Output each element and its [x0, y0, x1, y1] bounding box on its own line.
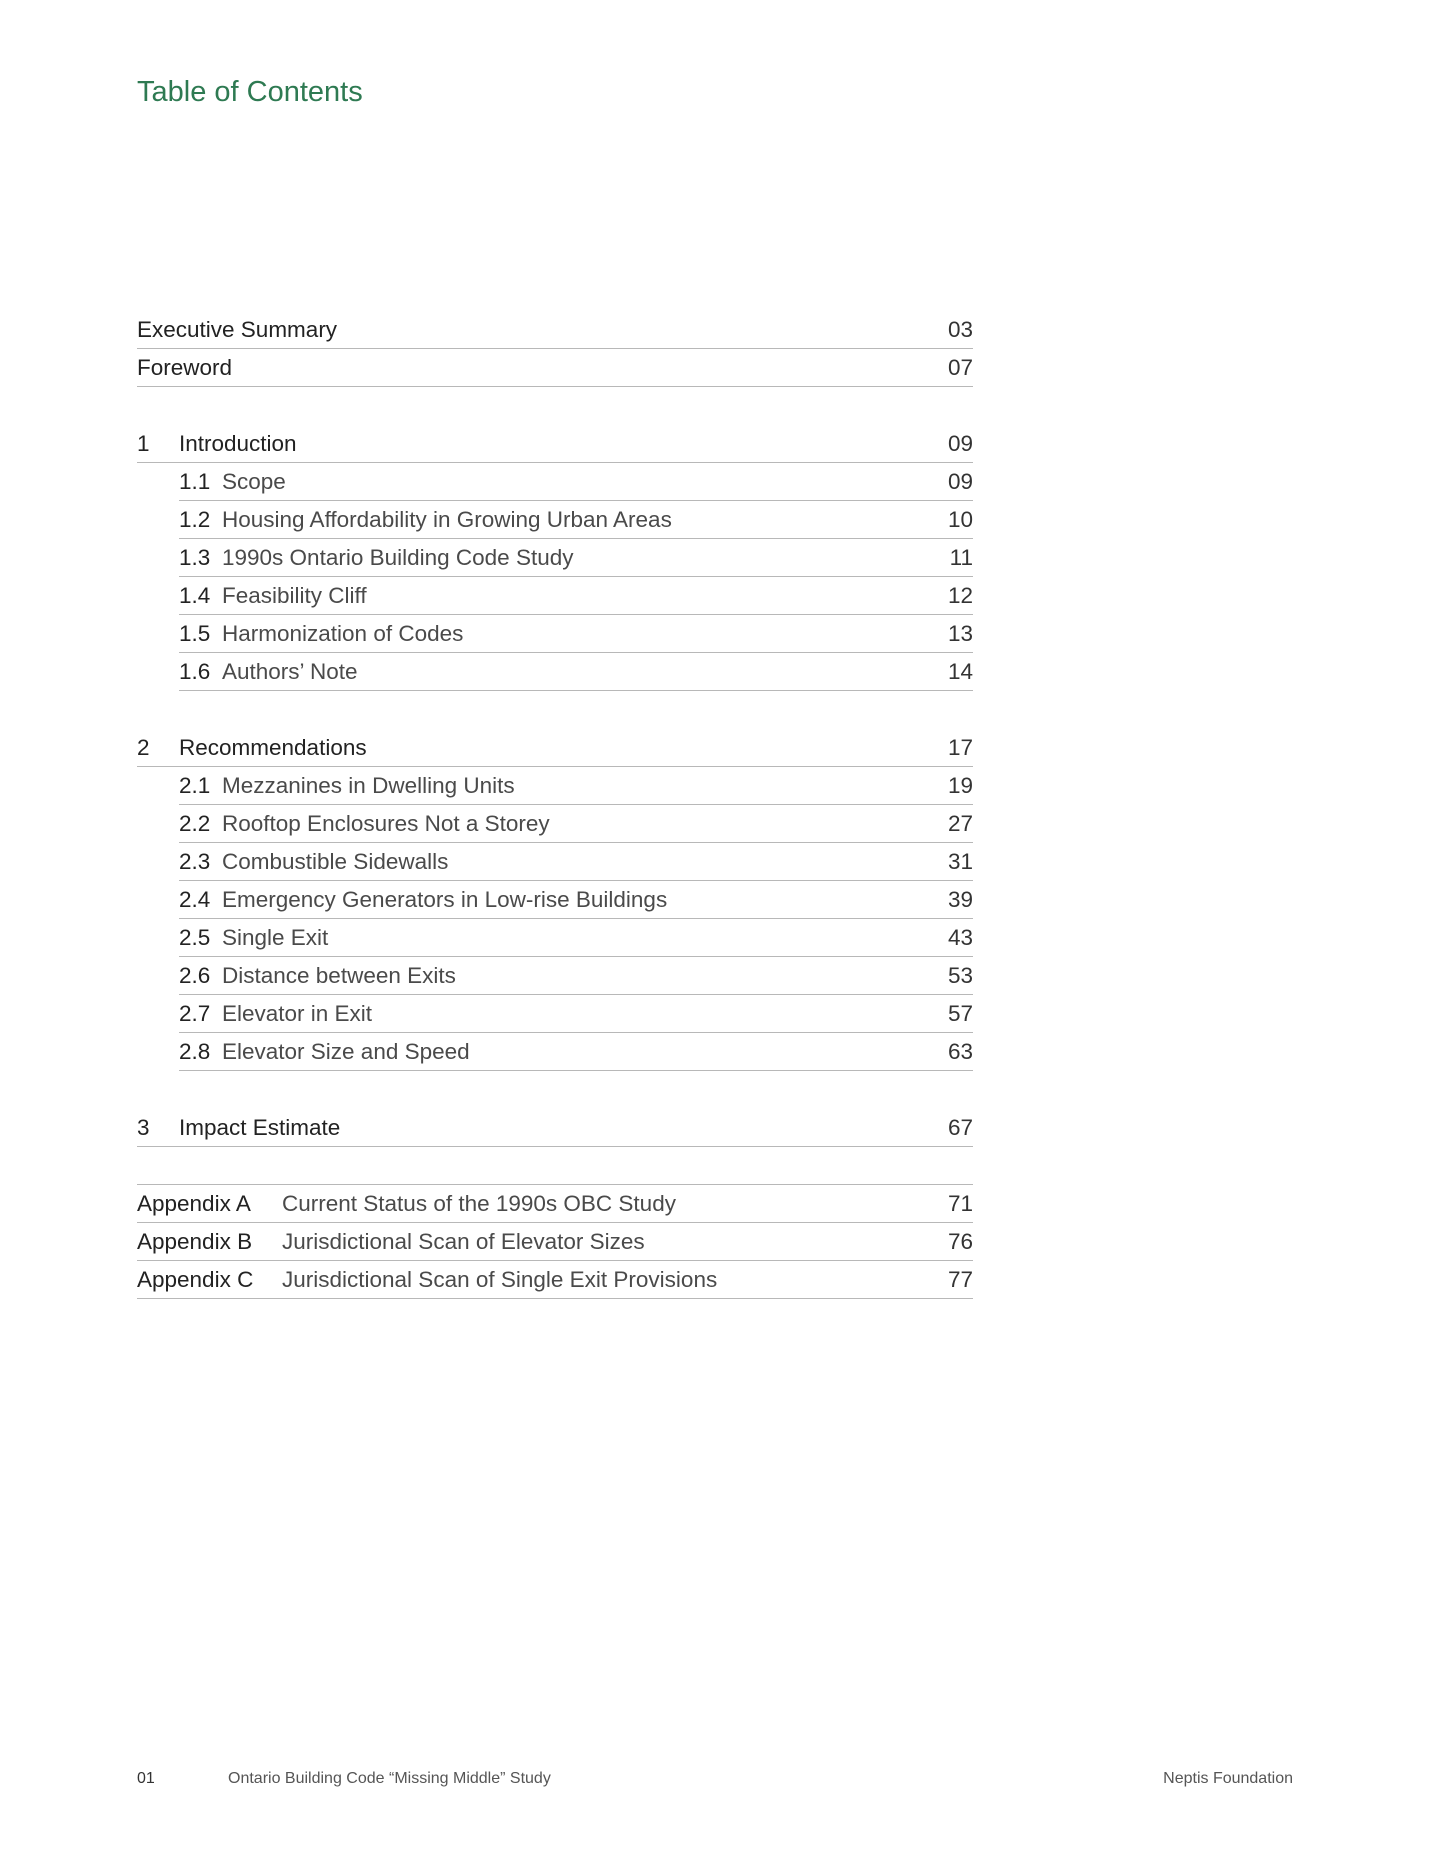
subsection-page: 11 [949, 545, 973, 570]
section-label: Introduction [179, 431, 297, 456]
toc-entry-label: Foreword [137, 355, 233, 380]
toc-section-introduction[interactable] [137, 425, 973, 463]
subsection-page: 10 [947, 507, 973, 532]
appendix-page: 76 [947, 1229, 973, 1254]
subsection-number: 2.6 [179, 963, 211, 988]
subsection-label: Feasibility Cliff [222, 583, 367, 608]
footer-publisher: Neptis Foundation [1163, 1770, 1293, 1787]
subsection-label: 1990s Ontario Building Code Study [222, 545, 574, 570]
subsection-page: 19 [947, 773, 973, 798]
subsection-label: Combustible Sidewalls [222, 849, 449, 874]
toc-entry-label: Executive Summary [137, 317, 338, 342]
toc-subsection[interactable] [179, 653, 973, 691]
section-number: 2 [137, 735, 150, 760]
appendix-page: 77 [947, 1267, 973, 1292]
appendix-id: Appendix C [137, 1267, 254, 1292]
subsection-label: Distance between Exits [222, 963, 456, 988]
toc-subsection[interactable] [179, 577, 973, 615]
subsection-label: Single Exit [222, 925, 329, 950]
section-label: Impact Estimate [179, 1115, 341, 1140]
subsection-page: 57 [947, 1001, 973, 1026]
subsection-page: 14 [947, 659, 973, 684]
subsection-number: 2.4 [179, 887, 211, 912]
subsection-number: 2.7 [179, 1001, 211, 1026]
subsection-page: 27 [947, 811, 973, 836]
section-page: 17 [947, 735, 973, 760]
appendix-page: 71 [947, 1191, 973, 1216]
toc-subsection[interactable] [179, 767, 973, 805]
subsection-number: 1.6 [179, 659, 211, 684]
toc-entry-page: 07 [947, 355, 973, 380]
subsection-label: Elevator Size and Speed [222, 1039, 470, 1064]
toc-subsection[interactable] [179, 957, 973, 995]
footer-page-number: 01 [137, 1770, 155, 1787]
toc-subsection[interactable] [179, 881, 973, 919]
toc-subsection[interactable] [179, 615, 973, 653]
toc-entry-foreword[interactable] [137, 349, 973, 387]
subsection-number: 2.2 [179, 811, 211, 836]
toc-entry-executive-summary[interactable] [137, 311, 973, 349]
subsection-number: 1.5 [179, 621, 211, 646]
toc-subsection[interactable] [179, 843, 973, 881]
subsection-number: 1.3 [179, 545, 211, 570]
toc-appendix-b[interactable] [137, 1223, 973, 1261]
page-title: Table of Contents [137, 76, 363, 108]
subsection-label: Authors’ Note [222, 659, 358, 684]
subsection-label: Housing Affordability in Growing Urban Areas [222, 507, 672, 532]
toc-section-recommendations[interactable] [137, 729, 973, 767]
subsection-label: Harmonization of Codes [222, 621, 464, 646]
toc-entry-page: 03 [947, 317, 973, 342]
appendix-label: Jurisdictional Scan of Elevator Sizes [282, 1229, 645, 1254]
subsection-label: Scope [222, 469, 286, 494]
toc-subsection[interactable] [179, 995, 973, 1033]
subsection-page: 12 [947, 583, 973, 608]
toc-subsection[interactable] [179, 463, 973, 501]
toc-subsection[interactable] [179, 1033, 973, 1071]
subsection-label: Emergency Generators in Low-rise Buildings [222, 887, 668, 912]
toc-subsection[interactable] [179, 919, 973, 957]
section-label: Recommendations [179, 735, 367, 760]
appendix-label: Current Status of the 1990s OBC Study [282, 1191, 676, 1216]
subsection-page: 63 [947, 1039, 973, 1064]
subsection-number: 1.2 [179, 507, 211, 532]
subsection-page: 53 [947, 963, 973, 988]
subsection-number: 2.3 [179, 849, 211, 874]
appendix-id: Appendix A [137, 1191, 251, 1216]
subsection-number: 2.1 [179, 773, 211, 798]
toc-section-impact-estimate[interactable] [137, 1109, 973, 1147]
toc-subsection[interactable] [179, 539, 973, 577]
subsection-page: 09 [947, 469, 973, 494]
section-page: 67 [947, 1115, 973, 1140]
section-number: 3 [137, 1115, 150, 1140]
subsection-page: 31 [947, 849, 973, 874]
subsection-number: 2.8 [179, 1039, 211, 1064]
subsection-label: Elevator in Exit [222, 1001, 373, 1026]
subsection-page: 13 [947, 621, 973, 646]
footer-document-title: Ontario Building Code “Missing Middle” Study [228, 1770, 551, 1787]
toc-subsection[interactable] [179, 501, 973, 539]
toc-subsection[interactable] [179, 805, 973, 843]
section-number: 1 [137, 431, 150, 456]
appendix-label: Jurisdictional Scan of Single Exit Provisions [282, 1267, 718, 1292]
subsection-label: Rooftop Enclosures Not a Storey [222, 811, 550, 836]
toc-appendix-a[interactable] [137, 1185, 973, 1223]
subsection-page: 39 [947, 887, 973, 912]
subsection-number: 2.5 [179, 925, 211, 950]
subsection-label: Mezzanines in Dwelling Units [222, 773, 515, 798]
appendix-id: Appendix B [137, 1229, 253, 1254]
section-page: 09 [947, 431, 973, 456]
subsection-number: 1.1 [179, 469, 211, 494]
toc-appendix-c[interactable] [137, 1261, 973, 1299]
subsection-page: 43 [947, 925, 973, 950]
subsection-number: 1.4 [179, 583, 211, 608]
